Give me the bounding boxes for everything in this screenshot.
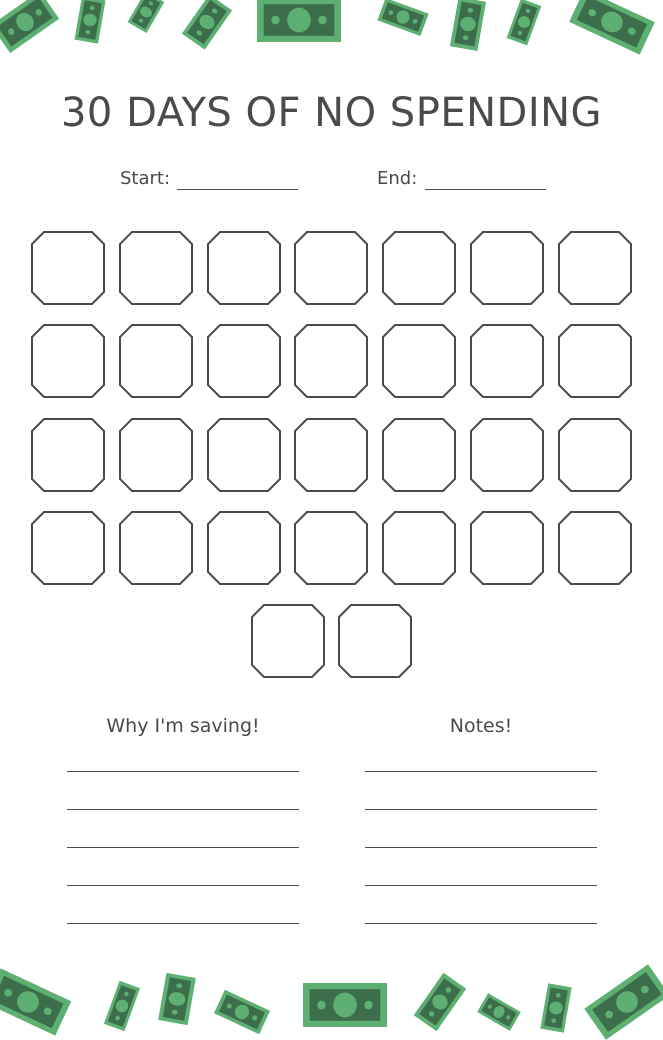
day-box-16[interactable]: [119, 418, 193, 492]
notes-line-4[interactable]: [365, 885, 597, 886]
notes-line-2[interactable]: [365, 809, 597, 810]
why-line-1[interactable]: [67, 771, 299, 772]
day-box-23[interactable]: [119, 511, 193, 585]
day-box-10[interactable]: [207, 324, 281, 398]
day-box-18[interactable]: [294, 418, 368, 492]
money-bill-icon: [74, 0, 105, 44]
notes-label: Notes!: [449, 715, 513, 737]
day-box-26[interactable]: [382, 511, 456, 585]
money-bill-icon: [584, 964, 663, 1040]
money-bill-icon: [414, 973, 467, 1032]
money-bill-icon: [450, 0, 486, 51]
notes-line-3[interactable]: [365, 847, 597, 848]
day-box-7[interactable]: [558, 231, 632, 305]
money-bill-icon: [214, 990, 270, 1035]
money-bill-icon: [127, 0, 164, 33]
money-bill-icon: [506, 0, 541, 45]
why-line-2[interactable]: [67, 809, 299, 810]
money-bill-icon: [540, 983, 572, 1032]
money-bill-icon: [182, 0, 232, 50]
day-box-1[interactable]: [31, 231, 105, 305]
day-box-3[interactable]: [207, 231, 281, 305]
day-box-8[interactable]: [31, 324, 105, 398]
why-line-3[interactable]: [67, 847, 299, 848]
day-box-6[interactable]: [470, 231, 544, 305]
notes-line-1[interactable]: [365, 771, 597, 772]
why-line-5[interactable]: [67, 923, 299, 924]
money-bill-icon: [303, 983, 387, 1027]
money-bill-icon: [257, 0, 341, 42]
money-bill-icon: [0, 968, 71, 1035]
why-saving-label: Why I'm saving!: [106, 715, 260, 737]
money-bill-icon: [158, 973, 196, 1025]
notes-line-5[interactable]: [365, 923, 597, 924]
day-box-15[interactable]: [31, 418, 105, 492]
page-title: 30 DAYS OF NO SPENDING: [60, 90, 603, 136]
day-box-28[interactable]: [558, 511, 632, 585]
day-box-4[interactable]: [294, 231, 368, 305]
day-box-29[interactable]: [251, 604, 325, 678]
money-bill-icon: [569, 0, 655, 55]
day-box-11[interactable]: [294, 324, 368, 398]
day-box-20[interactable]: [470, 418, 544, 492]
end-label: End:: [377, 168, 418, 189]
start-label: Start:: [120, 168, 171, 189]
end-date-field[interactable]: [425, 189, 546, 190]
day-box-17[interactable]: [207, 418, 281, 492]
day-box-30[interactable]: [338, 604, 412, 678]
day-box-12[interactable]: [382, 324, 456, 398]
why-line-4[interactable]: [67, 885, 299, 886]
day-box-13[interactable]: [470, 324, 544, 398]
day-box-5[interactable]: [382, 231, 456, 305]
day-box-9[interactable]: [119, 324, 193, 398]
day-box-2[interactable]: [119, 231, 193, 305]
day-box-27[interactable]: [470, 511, 544, 585]
money-bill-icon: [477, 993, 521, 1031]
money-bill-icon: [0, 0, 59, 53]
money-bill-icon: [377, 0, 428, 36]
day-box-24[interactable]: [207, 511, 281, 585]
day-box-14[interactable]: [558, 324, 632, 398]
day-box-19[interactable]: [382, 418, 456, 492]
day-box-25[interactable]: [294, 511, 368, 585]
start-date-field[interactable]: [177, 189, 298, 190]
day-box-21[interactable]: [558, 418, 632, 492]
day-box-22[interactable]: [31, 511, 105, 585]
